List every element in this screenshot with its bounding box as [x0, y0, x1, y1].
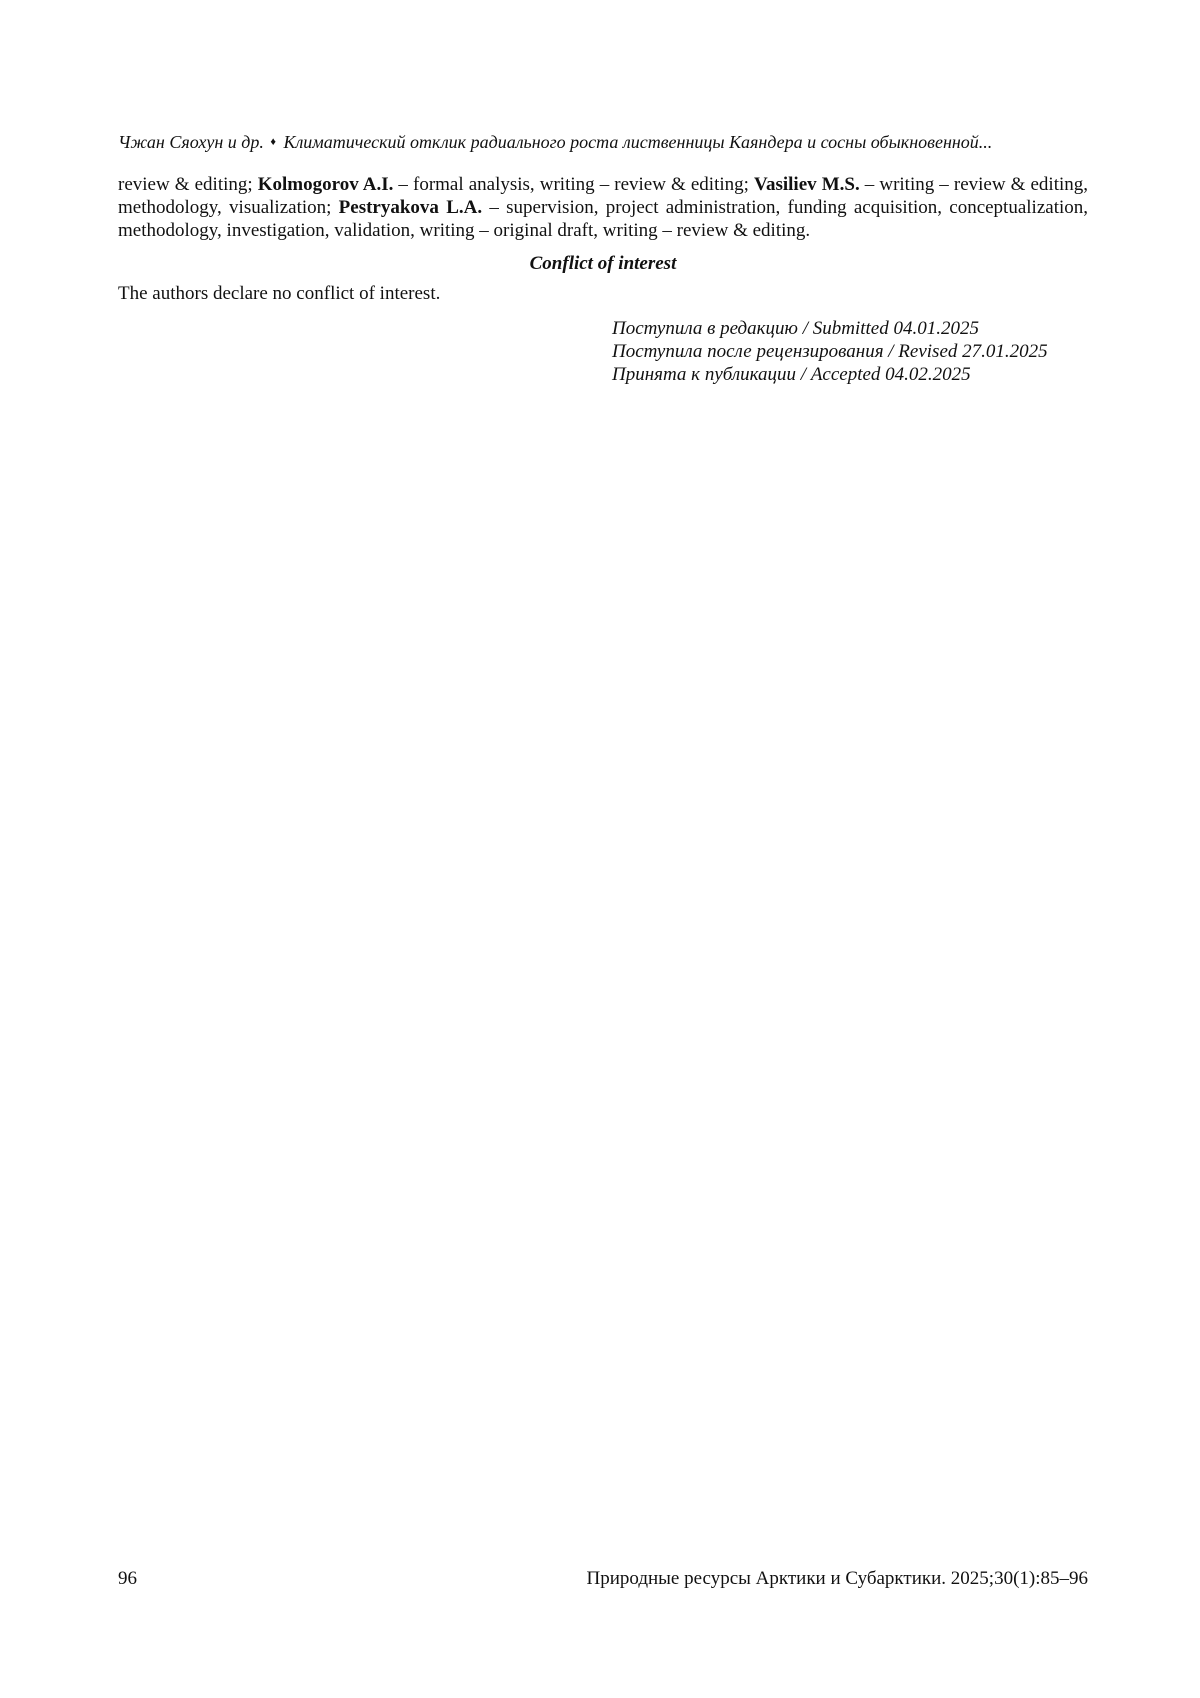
accepted-date: Принята к публикации / Accepted 04.02.2025 [612, 364, 971, 385]
author-roles: – writing – review & editing, methodology, visualization; [118, 174, 1089, 218]
journal-citation: Природные ресурсы Арктики и Субарктики. 2025;30(1):85–96 [586, 1568, 1088, 1589]
conflict-of-interest-heading: Conflict of interest [529, 253, 677, 274]
diamond-separator-icon: ♦ [270, 136, 276, 148]
author-name: Kolmogorov A.I. [257, 174, 394, 195]
author-contributions-paragraph [118, 173, 1088, 242]
running-header [118, 131, 1086, 153]
revised-date: Поступила после рецензирования / Revised 27.01.2025 [612, 341, 1048, 362]
conflict-of-interest-text: The authors declare no conflict of interest. [118, 283, 441, 304]
author-roles: – formal analysis, writing – review & editing; [393, 174, 754, 195]
submitted-date: Поступила в редакцию / Submitted 04.01.2025 [612, 318, 979, 339]
running-header-authors: Чжан Сяохун и др. [118, 132, 264, 152]
author-name: Vasiliev M.S. [754, 174, 860, 195]
author-name: Pestryakova L.A. [338, 197, 483, 218]
running-header-title: Климатический отклик радиального роста лиственницы Каяндера и сосны обыкновенной... [283, 132, 993, 152]
contrib-lead: review & editing; [118, 174, 258, 195]
page-number: 96 [118, 1568, 137, 1589]
author-roles: – supervision, project administration, funding acquisition, conceptualization, methodology, investigation, validation, writing – original draft, writing – review & editing. [118, 197, 1089, 241]
article-dates [612, 317, 1048, 386]
